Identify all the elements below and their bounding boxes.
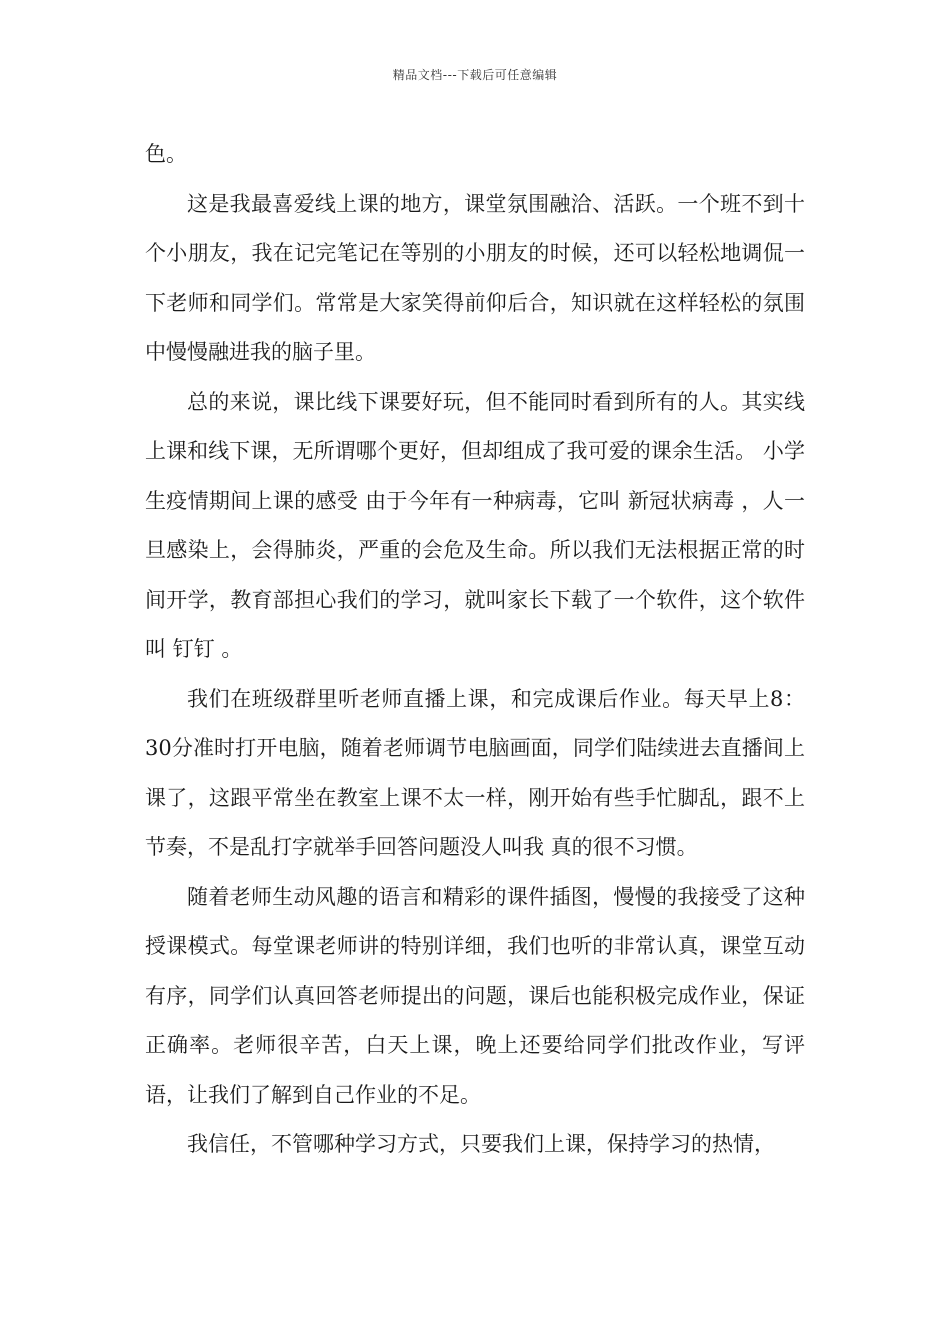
- paragraph: 色。: [145, 142, 187, 166]
- paragraph: 我们在班级群里听老师直播上课，和完成课后作业。每天早上8：30分准时打开电脑，随着老师调节电脑画面，同学们陆续进去直播间上课了，这跟平常坐在教室上课不太一样，刚开始有些手忙脚乱，跟不上节奏，不是乱打字就举手回答问题没人叫我 真的很不习惯。: [145, 686, 805, 859]
- paragraph: 这是我最喜爱线上课的地方，课堂氛围融洽、活跃。一个班不到十个小朋友，我在记完笔记在等别的小朋友的时候，还可以轻松地调侃一下老师和同学们。常常是大家笑得前仰后合，知识就在这样轻松的氛围中慢慢融进我的脑子里。: [145, 191, 805, 364]
- paragraph: 随着老师生动风趣的语言和精彩的课件插图，慢慢的我接受了这种授课模式。每堂课老师讲的特别详细，我们也听的非常认真，课堂互动有序，同学们认真回答老师提出的问题，课后也能积极完成作业，保证正确率。老师很辛苦，白天上课，晚上还要给同学们批改作业，写评语，让我们了解到自己作业的不足。: [145, 884, 805, 1107]
- page-header: 精品文档---下载后可任意编辑: [392, 68, 558, 82]
- paragraph: 我信任，不管哪种学习方式，只要我们上课，保持学习的热情，: [187, 1132, 775, 1156]
- document-body: [145, 130, 805, 1170]
- paragraph: 总的来说，课比线下课要好玩，但不能同时看到所有的人。其实线上课和线下课，无所谓哪个更好，但却组成了我可爱的课余生活。 小学生疫情期间上课的感受 由于今年有一种病毒，它叫 新冠状病毒 ，人一旦感染上，会得肺炎，严重的会危及生命。所以我们无法根据正常的时间开学，教育部担心我们的学习，就叫家长下载了一个软件，这个软件叫 钉钉 。: [145, 389, 805, 661]
